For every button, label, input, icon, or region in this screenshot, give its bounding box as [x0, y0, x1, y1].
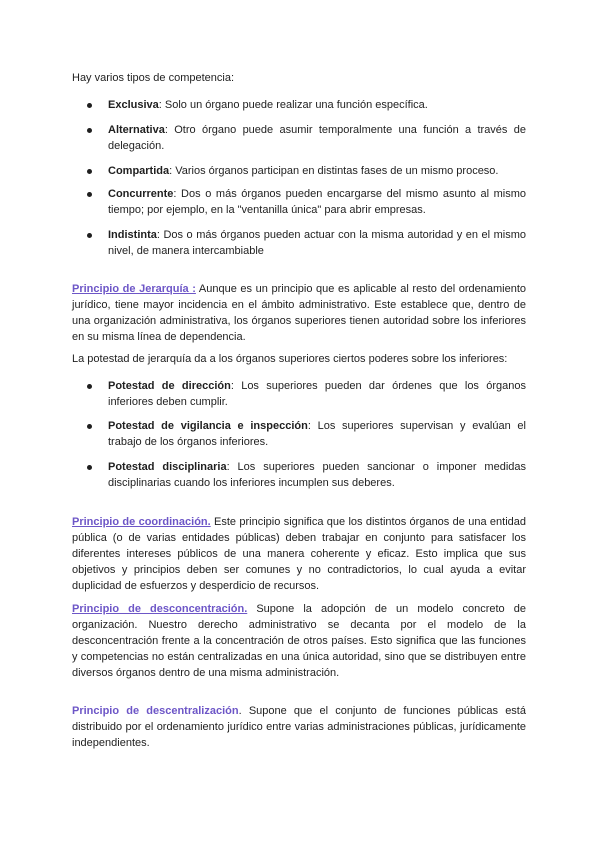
- term: Alternativa: [108, 124, 165, 136]
- potestad-intro: La potestad de jerarquía da a los órganos superiores ciertos poderes sobre los inferiores:: [72, 353, 508, 365]
- list-item: Exclusiva: Solo un órgano puede realizar una función específica.: [108, 97, 526, 113]
- term: Potestad de vigilancia e inspección: [108, 420, 308, 432]
- list-item: Potestad de vigilancia e inspección: Los superiores supervisan y evalúan el trabajo de los órganos inferiores.: [108, 418, 526, 450]
- desconcentracion-paragraph: Principio de desconcentración. Supone la adopción de un modelo concreto de organización. Nuestro derecho administrativo se decanta por el modelo de la desconcentración frente a la concentración de otros países. Esto significa que las funciones y competencias no están centralizadas en una única autoridad, sino que se distribuyen entre diversos órganos dentro de una misma administración.: [72, 603, 526, 679]
- competencia-intro: Hay varios tipos de competencia:: [72, 72, 235, 84]
- bullet-icon: [87, 169, 92, 174]
- bullet-icon: [87, 465, 92, 470]
- term: Potestad disciplinaria: [108, 461, 227, 473]
- jerarquia-paragraph: Principio de Jerarquía : Aunque es un principio que es aplicable al resto del ordenamiento jurídico, tiene mayor incidencia en el ámbito administrativo. Este establece que, dentro de una organización administrativa, los órganos superiores tienen autoridad sobre los inferiores en su misma línea de dependencia.: [72, 283, 527, 343]
- list-item: Potestad disciplinaria: Los superiores pueden sancionar o imponer medidas disciplinarias cuando los inferiores incumplen sus deberes.: [108, 459, 526, 491]
- list-item: Concurrente: Dos o más órganos pueden encargarse del mismo asunto al mismo tiempo; por ejemplo, en la "ventanilla única" para abrir empresas.: [108, 186, 526, 218]
- term: Compartida: [108, 165, 170, 177]
- term: Concurrente: [108, 188, 174, 200]
- desconcentracion-heading-link[interactable]: Principio de desconcentración.: [72, 603, 248, 615]
- descentralizacion-paragraph: Principio de descentralización. Supone que el conjunto de funciones públicas está distribuido por el ordenamiento jurídico entre varias administraciones públicas, jurídicamente independientes.: [72, 705, 526, 749]
- term: Indistinta: [108, 229, 157, 241]
- descentralizacion-heading: Principio de descentralización: [72, 705, 239, 717]
- jerarquia-heading-link[interactable]: Principio de Jerarquía :: [72, 283, 196, 295]
- bullet-icon: [87, 384, 92, 389]
- list-item: Alternativa: Otro órgano puede asumir temporalmente una función a través de delegación.: [108, 122, 526, 154]
- bullet-icon: [87, 103, 92, 108]
- list-item: Indistinta: Dos o más órganos pueden actuar con la misma autoridad y en el mismo nivel, de manera intercambiable: [108, 227, 526, 259]
- bullet-icon: [87, 128, 92, 133]
- term: Exclusiva: [108, 99, 159, 111]
- bullet-icon: [87, 424, 92, 429]
- bullet-icon: [87, 233, 92, 238]
- term: Potestad de dirección: [108, 380, 231, 392]
- coordinacion-heading-link[interactable]: Principio de coordinación.: [72, 516, 211, 528]
- bullet-icon: [87, 192, 92, 197]
- list-item: Potestad de dirección: Los superiores pueden dar órdenes que los órganos inferiores deben cumplir.: [108, 378, 526, 410]
- coordinacion-paragraph: Principio de coordinación. Este principio significa que los distintos órganos de una entidad pública (o de varias entidades públicas) deben trabajar en conjunto para satisfacer los diferentes intereses públicos de una manera coherente y eficaz. Esto implica que sus objetivos y principios deben ser comunes y no contradictorios, lo cual ayuda a evitar duplicidad de esfuerzos y desperdicio de recursos.: [72, 516, 526, 592]
- list-item: Compartida: Varios órganos participan en distintas fases de un mismo proceso.: [108, 163, 526, 179]
